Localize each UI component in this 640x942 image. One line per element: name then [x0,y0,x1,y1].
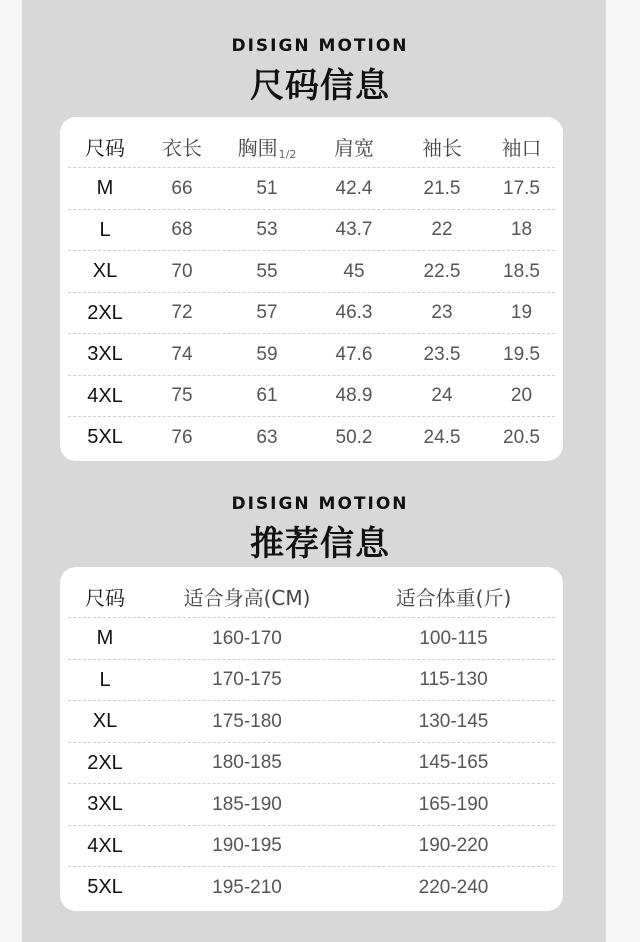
cell-height: 195-210 [212,876,282,898]
cell-cuff: 18 [510,219,533,240]
table-row [68,742,555,784]
cell-chest: 59 [256,343,278,365]
cell-weight: 165-190 [418,793,489,815]
cell-weight: 115-130 [419,669,488,690]
cell-sleeve: 23 [431,302,453,323]
cell-length: 68 [171,219,193,240]
cell-sleeve: 22 [431,219,453,240]
header-sleeve: 袖长 [422,136,462,160]
size-table [60,117,563,461]
cell-height: 180-185 [212,752,282,773]
cell-size: M [96,177,114,199]
table-row [68,825,555,867]
table-row [68,700,555,742]
recommend-table [60,567,563,911]
cell-height: 190-195 [212,835,282,856]
cell-sleeve: 24 [431,385,453,406]
table-row [68,250,555,292]
cell-shoulder: 46.3 [335,302,373,323]
table-row [68,209,555,251]
cell-weight: 190-220 [418,835,489,856]
cell-height: 185-190 [212,793,282,815]
cell-size: 2XL [87,751,123,774]
cell-length: 70 [171,260,193,282]
table-row [68,659,555,701]
cell-chest: 51 [256,177,278,199]
table-row [68,866,555,908]
cell-weight: 220-240 [418,876,489,898]
brand-label: DISIGN MOTION [231,36,409,56]
cell-weight: 145-165 [418,752,489,773]
cell-height: 170-175 [212,669,282,690]
cell-size: 5XL [87,876,123,898]
table-row [68,416,555,458]
header-height: 适合身高(CM) [183,586,311,610]
cell-sleeve: 24.5 [423,426,461,448]
header-size: 尺码 [85,136,125,160]
cell-height: 160-170 [212,627,282,649]
recommend-info-title: 推荐信息 [250,524,390,564]
cell-sleeve: 21.5 [423,177,461,199]
header-chest [222,132,312,161]
size-info-title: 尺码信息 [250,66,390,106]
cell-size: 5XL [87,426,123,448]
cell-length: 76 [171,426,193,448]
header-chest-suffix: 1/2 [278,148,297,161]
cell-length: 72 [171,302,193,323]
cell-cuff: 20 [510,385,533,406]
cell-size: 3XL [87,793,123,815]
header-weight: 适合体重(斤) [395,586,512,610]
cell-weight: 100-115 [419,627,488,649]
cell-shoulder: 50.2 [335,426,373,448]
cell-cuff: 20.5 [503,426,540,448]
header-size: 尺码 [85,586,125,610]
table-row [68,167,555,209]
cell-chest: 57 [256,302,278,323]
cell-cuff: 17.5 [503,177,540,199]
cell-chest: 63 [256,426,278,448]
cell-chest: 55 [256,260,278,282]
table-row [68,617,555,659]
cell-cuff: 19 [510,302,533,323]
cell-shoulder: 45 [343,260,365,282]
table-row [68,375,555,417]
cell-size: 2XL [87,301,123,324]
cell-size: L [99,668,111,691]
header-shoulder: 肩宽 [334,136,374,160]
header-length: 衣长 [162,136,202,160]
header-cuff: 袖口 [501,136,542,160]
size-table-header [68,126,555,167]
cell-length: 75 [171,385,193,406]
table-row [68,333,555,375]
cell-sleeve: 22.5 [423,260,461,282]
cell-sleeve: 23.5 [423,343,461,365]
cell-shoulder: 47.6 [335,343,373,365]
cell-weight: 130-145 [418,710,489,732]
cell-size: 3XL [87,343,123,365]
cell-length: 66 [171,177,193,199]
recommend-table-header [68,576,555,617]
table-row [68,783,555,825]
cell-shoulder: 42.4 [335,177,373,199]
cell-size: XL [92,710,118,732]
cell-size: L [99,218,111,241]
brand-label-2: DISIGN MOTION [231,494,409,514]
header-chest-label: 胸围 [237,136,278,160]
cell-chest: 53 [256,219,278,240]
cell-size: XL [92,260,118,282]
cell-chest: 61 [256,385,278,406]
cell-length: 74 [171,343,193,365]
cell-cuff: 18.5 [503,260,540,282]
cell-shoulder: 43.7 [335,219,373,240]
cell-size: 4XL [87,384,123,407]
cell-height: 175-180 [212,710,282,732]
cell-cuff: 19.5 [503,343,540,365]
table-row [68,292,555,334]
cell-shoulder: 48.9 [335,385,373,406]
cell-size: M [96,627,114,649]
cell-size: 4XL [87,834,123,857]
